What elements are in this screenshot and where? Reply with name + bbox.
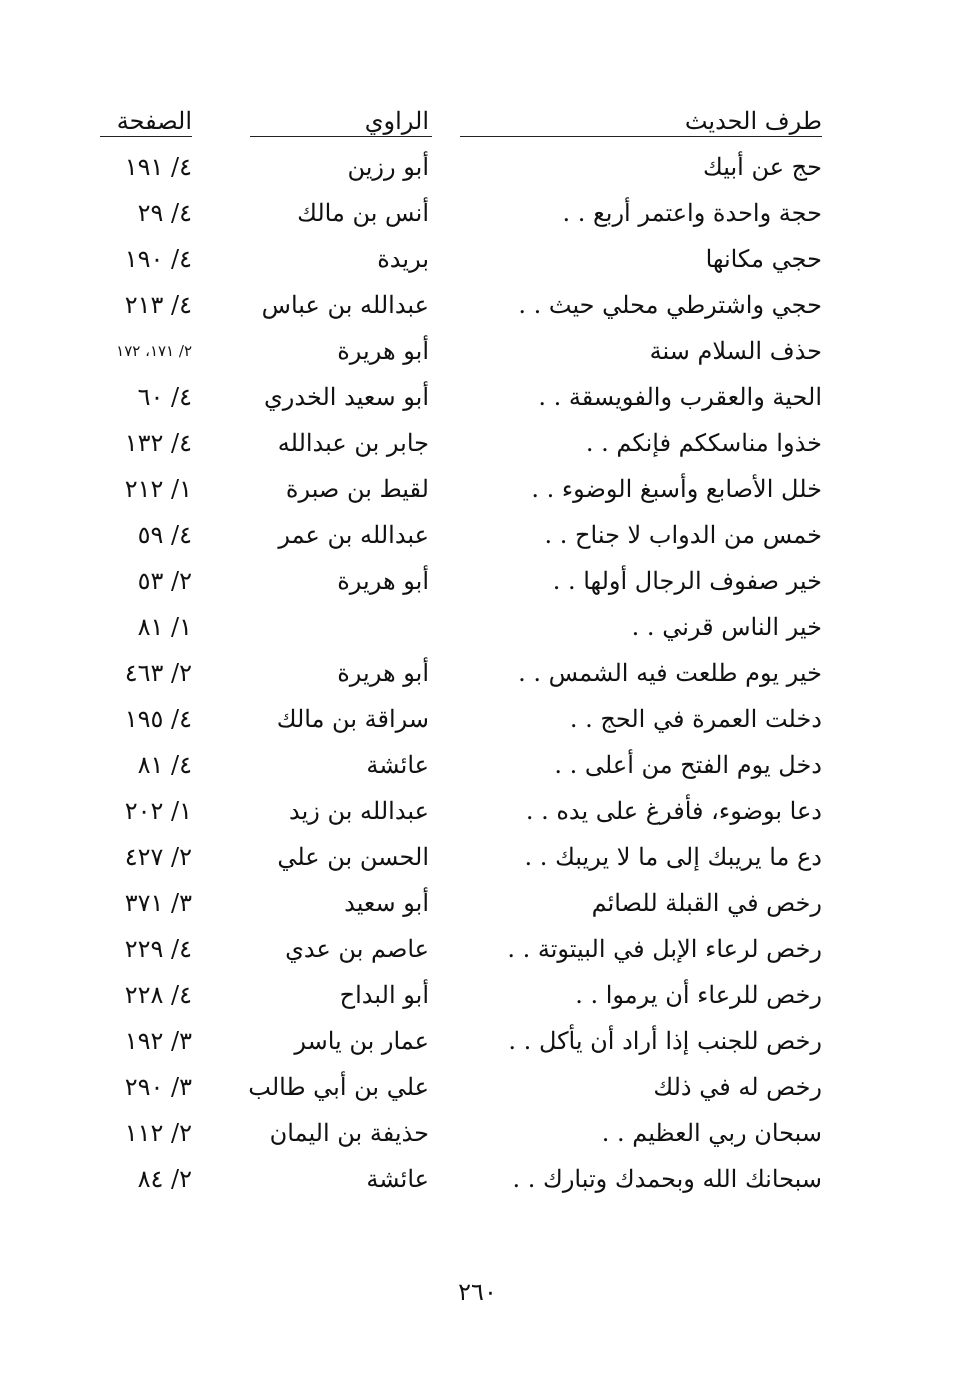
table-row	[96, 650, 822, 696]
page-ref: ٤/ ٥٩	[137, 521, 192, 549]
page-ref: ١/ ٢١٢	[124, 475, 192, 503]
table-row	[96, 972, 822, 1018]
hadith-text: دع ما يريبك إلى ما لا يريبك . .	[524, 843, 822, 871]
hadith-text: دخلت العمرة في الحج . .	[569, 705, 822, 733]
narrator: أبو رزين	[347, 153, 429, 181]
table-row	[96, 374, 822, 420]
hadith-text: رخص لرعاء الإبل في البيتوتة . .	[507, 935, 822, 963]
page-ref: ٤/ ١٣٢	[124, 429, 192, 457]
table-row	[96, 420, 822, 466]
narrator: الحسن بن علي	[277, 843, 429, 871]
header-page: الصفحة	[116, 107, 192, 135]
narrator: عبدالله بن زيد	[288, 797, 429, 825]
narrator: أبو هريرة	[337, 337, 429, 365]
table-row	[96, 282, 822, 328]
narrator: جابر بن عبدالله	[277, 429, 429, 457]
narrator: بريدة	[377, 245, 429, 273]
page-ref: ١/ ٨١	[137, 613, 192, 641]
hadith-text: الحية والعقرب والفويسقة . .	[538, 383, 822, 411]
page-ref: ٣/ ١٩٢	[124, 1027, 192, 1055]
page-ref: ٤/ ٨١	[137, 751, 192, 779]
page-ref: ٤/ ٦٠	[137, 383, 192, 411]
hadith-text: حجي واشترطي محلي حيث . .	[518, 291, 822, 319]
narrator: أبو البداح	[339, 981, 429, 1009]
hadith-text: حجي مكانها	[705, 245, 822, 273]
page-ref: ٣/ ٣٧١	[124, 889, 192, 917]
hadith-text: خمس من الدواب لا جناح . .	[544, 521, 822, 549]
page-ref: ٢/ ١٧١، ١٧٢	[116, 342, 192, 360]
narrator: علي بن أبي طالب	[248, 1073, 429, 1101]
header-hadith: طرف الحديث	[684, 107, 822, 135]
page-ref: ٢/ ٤٦٣	[124, 659, 192, 687]
table-header	[96, 104, 822, 138]
narrator: حذيفة بن اليمان	[269, 1119, 429, 1147]
hadith-text: خير صفوف الرجال أولها . .	[552, 567, 822, 595]
narrator: عائشة	[366, 751, 429, 779]
narrator: أبو سعيد الخدري	[264, 383, 429, 411]
hadith-text: حجة واحدة واعتمر أربع . .	[562, 199, 822, 227]
page-ref: ٢/ ٨٤	[137, 1165, 192, 1193]
narrator: سراقة بن مالك	[276, 705, 429, 733]
hadith-text: حج عن أبيك	[703, 153, 822, 181]
narrator: أبو هريرة	[337, 567, 429, 595]
table-row	[96, 558, 822, 604]
table-row	[96, 788, 822, 834]
table-row	[96, 880, 822, 926]
page-number: ٢٦٠	[458, 1278, 497, 1306]
hadith-text: دعا بوضوء، فأفرغ على يده . .	[525, 797, 822, 825]
hadith-text: رخص للجنب إذا أراد أن يأكل . .	[508, 1027, 822, 1055]
table-row	[96, 466, 822, 512]
page-ref: ٤/ ٢٢٨	[124, 981, 192, 1009]
hadith-text: دخل يوم الفتح من أعلى . .	[554, 751, 822, 779]
page-ref: ١/ ٢٠٢	[124, 797, 192, 825]
narrator: أبو هريرة	[337, 659, 429, 687]
table-row	[96, 1064, 822, 1110]
table-row	[96, 328, 822, 374]
page-ref: ٤/ ٢٩	[137, 199, 192, 227]
narrator: عاصم بن عدي	[285, 935, 429, 963]
hadith-text: رخص في القبلة للصائم	[591, 889, 822, 917]
narrator: عائشة	[366, 1165, 429, 1193]
narrator: لقيط بن صبرة	[285, 475, 429, 503]
table-row	[96, 1018, 822, 1064]
table-row	[96, 696, 822, 742]
header-underline-page	[100, 136, 192, 137]
page-ref: ٣/ ٢٩٠	[124, 1073, 192, 1101]
hadith-text: رخص له في ذلك	[653, 1073, 822, 1101]
narrator: عمار بن ياسر	[294, 1027, 429, 1055]
page-ref: ٤/ ١٩٥	[124, 705, 192, 733]
narrator: عبدالله بن عباس	[261, 291, 429, 319]
table-row	[96, 926, 822, 972]
hadith-text: سبحانك الله وبحمدك وتبارك . .	[512, 1165, 822, 1193]
hadith-text: خير الناس قرني . .	[631, 613, 822, 641]
page-ref: ٤/ ٢١٣	[124, 291, 192, 319]
header-rawi: الراوي	[364, 107, 429, 135]
page-ref: ٤/ ١٩١	[124, 153, 192, 181]
hadith-index-table	[96, 144, 822, 1202]
table-row	[96, 190, 822, 236]
header-underline-rawi	[250, 136, 432, 137]
table-row	[96, 236, 822, 282]
hadith-text: حذف السلام سنة	[649, 337, 822, 365]
table-row	[96, 1110, 822, 1156]
table-row	[96, 144, 822, 190]
page-ref: ٤/ ٢٢٩	[124, 935, 192, 963]
page-ref: ٢/ ٥٣	[137, 567, 192, 595]
table-row	[96, 742, 822, 788]
hadith-text: خذوا مناسككم فإنكم . .	[585, 429, 822, 457]
table-row	[96, 512, 822, 558]
hadith-text: خلل الأصابع وأسبغ الوضوء . .	[531, 475, 822, 503]
table-row	[96, 1156, 822, 1202]
page-ref: ٢/ ١١٢	[124, 1119, 192, 1147]
narrator: أنس بن مالك	[297, 199, 429, 227]
narrator: عبدالله بن عمر	[278, 521, 429, 549]
page-ref: ٢/ ٤٢٧	[124, 843, 192, 871]
hadith-text: خير يوم طلعت فيه الشمس . .	[518, 659, 822, 687]
hadith-text: سبحان ربي العظيم . .	[601, 1119, 822, 1147]
hadith-text: رخص للرعاء أن يرموا . .	[575, 981, 822, 1009]
page-ref: ٤/ ١٩٠	[124, 245, 192, 273]
table-row	[96, 604, 822, 650]
table-row	[96, 834, 822, 880]
header-underline-hadith	[460, 136, 822, 137]
narrator: أبو سعيد	[344, 889, 429, 917]
